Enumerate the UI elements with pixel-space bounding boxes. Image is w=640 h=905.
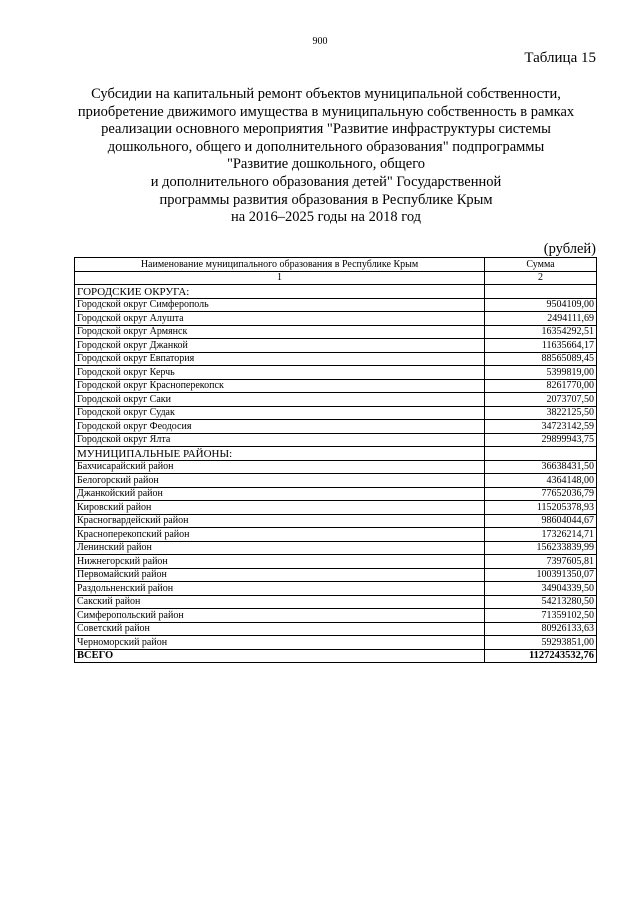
amount-cell: 34723142,59 — [485, 420, 597, 434]
amount-cell: 59293851,00 — [485, 636, 597, 650]
table-row — [75, 379, 597, 393]
table-row — [75, 541, 597, 555]
table-row — [75, 595, 597, 609]
section-row-urban — [75, 285, 597, 299]
units-label: (рублей) — [543, 241, 596, 257]
amount-cell: 80926133,63 — [485, 622, 597, 636]
amount-cell: 9504109,00 — [485, 298, 597, 312]
municipality-name-cell: Джанкойский район — [75, 487, 485, 501]
table-row — [75, 487, 597, 501]
table-row — [75, 352, 597, 366]
table-row — [75, 366, 597, 380]
amount-cell: 16354292,51 — [485, 325, 597, 339]
amount-cell: 11635664,17 — [485, 339, 597, 353]
subsidy-table — [74, 257, 597, 663]
title-line: Субсидии на капитальный ремонт объектов муниципальной собственности, — [91, 86, 561, 102]
table-header-row — [75, 258, 597, 272]
table-row — [75, 298, 597, 312]
municipality-name-cell: Белогорский район — [75, 474, 485, 488]
municipality-name-cell: Советский район — [75, 622, 485, 636]
amount-cell: 34904339,50 — [485, 582, 597, 596]
municipality-name-cell: Городской округ Керчь — [75, 366, 485, 380]
municipality-name-cell: Нижнегорский район — [75, 555, 485, 569]
table-row — [75, 433, 597, 447]
amount-cell: 4364148,00 — [485, 474, 597, 488]
amount-cell: 3822125,50 — [485, 406, 597, 420]
municipality-name-cell: Городской округ Симферополь — [75, 298, 485, 312]
title-line: приобретение движимого имущества в муниципальную собственность в рамках — [77, 103, 575, 120]
table-row — [75, 460, 597, 474]
total-row — [75, 649, 597, 663]
municipality-name-cell: Сакский район — [75, 595, 485, 609]
amount-cell: 36638431,50 — [485, 460, 597, 474]
table-row — [75, 636, 597, 650]
total-amount-cell: 1127243532,76 — [485, 649, 597, 663]
table-row — [75, 393, 597, 407]
table-row — [75, 339, 597, 353]
municipality-name-cell: Городской округ Красноперекопск — [75, 379, 485, 393]
amount-cell: 54213280,50 — [485, 595, 597, 609]
amount-cell: 2073707,50 — [485, 393, 597, 407]
table-row — [75, 312, 597, 326]
municipality-name-cell: Раздольненский район — [75, 582, 485, 596]
amount-cell: 17326214,71 — [485, 528, 597, 542]
column-number-cell: 2 — [485, 271, 597, 285]
title-line: программы развития образования в Республике Крым — [159, 191, 493, 208]
municipality-name-cell: Симферопольский район — [75, 609, 485, 623]
header-amount-cell: Сумма — [485, 258, 597, 272]
amount-cell: 7397605,81 — [485, 555, 597, 569]
municipality-name-cell: Городской округ Евпатория — [75, 352, 485, 366]
amount-cell: 115205378,93 — [485, 501, 597, 515]
title-line: и дополнительного образования детей" Государственной — [150, 173, 502, 190]
table-row — [75, 622, 597, 636]
subsidy-table-body — [75, 258, 597, 663]
municipality-name-cell: Первомайский район — [75, 568, 485, 582]
table-row — [75, 406, 597, 420]
title-line: на 2016–2025 годы на 2018 год — [230, 209, 422, 226]
total-label-cell: ВСЕГО — [75, 649, 485, 663]
column-number-cell: 1 — [75, 271, 485, 285]
header-name-cell: Наименование муниципального образования в Республике Крым — [75, 258, 485, 272]
amount-cell: 71359102,50 — [485, 609, 597, 623]
amount-cell: 98604044,67 — [485, 514, 597, 528]
section-row-districts — [75, 447, 597, 461]
municipality-name-cell: Ленинский район — [75, 541, 485, 555]
title-line: "Развитие дошкольного, общего — [226, 156, 426, 173]
municipality-name-cell: Черноморский район — [75, 636, 485, 650]
municipality-name-cell: Городской округ Судак — [75, 406, 485, 420]
table-label: Таблица 15 — [524, 50, 596, 66]
municipality-name-cell: Городской округ Джанкой — [75, 339, 485, 353]
municipality-name-cell: Городской округ Алушта — [75, 312, 485, 326]
empty-cell — [485, 285, 597, 299]
document-title — [60, 86, 592, 227]
table-row — [75, 501, 597, 515]
amount-cell: 156233839,99 — [485, 541, 597, 555]
municipality-name-cell: Красногвардейский район — [75, 514, 485, 528]
table-row — [75, 555, 597, 569]
table-row — [75, 514, 597, 528]
amount-cell: 77652036,79 — [485, 487, 597, 501]
table-row — [75, 474, 597, 488]
page-number: 900 — [312, 36, 328, 47]
amount-cell: 5399819,00 — [485, 366, 597, 380]
table-row — [75, 582, 597, 596]
column-number-row — [75, 271, 597, 285]
section-label-cell: МУНИЦИПАЛЬНЫЕ РАЙОНЫ: — [75, 447, 485, 461]
title-line: дошкольного, общего и дополнительного образования" подпрограммы — [107, 138, 545, 155]
amount-cell: 29899943,75 — [485, 433, 597, 447]
table-row — [75, 609, 597, 623]
municipality-name-cell: Кировский район — [75, 501, 485, 515]
municipality-name-cell: Городской округ Саки — [75, 393, 485, 407]
amount-cell: 100391350,07 — [485, 568, 597, 582]
municipality-name-cell: Городской округ Феодосия — [75, 420, 485, 434]
table-row — [75, 420, 597, 434]
empty-cell — [485, 447, 597, 461]
municipality-name-cell: Бахчисарайский район — [75, 460, 485, 474]
municipality-name-cell: Красноперекопский район — [75, 528, 485, 542]
section-label-cell: ГОРОДСКИЕ ОКРУГА: — [75, 285, 485, 299]
municipality-name-cell: Городской округ Ялта — [75, 433, 485, 447]
amount-cell: 2494111,69 — [485, 312, 597, 326]
municipality-name-cell: Городской округ Армянск — [75, 325, 485, 339]
amount-cell: 88565089,45 — [485, 352, 597, 366]
table-row — [75, 528, 597, 542]
table-row — [75, 325, 597, 339]
amount-cell: 8261770,00 — [485, 379, 597, 393]
table-row — [75, 568, 597, 582]
title-line: реализации основного мероприятия "Развитие инфраструктуры системы — [101, 121, 551, 138]
